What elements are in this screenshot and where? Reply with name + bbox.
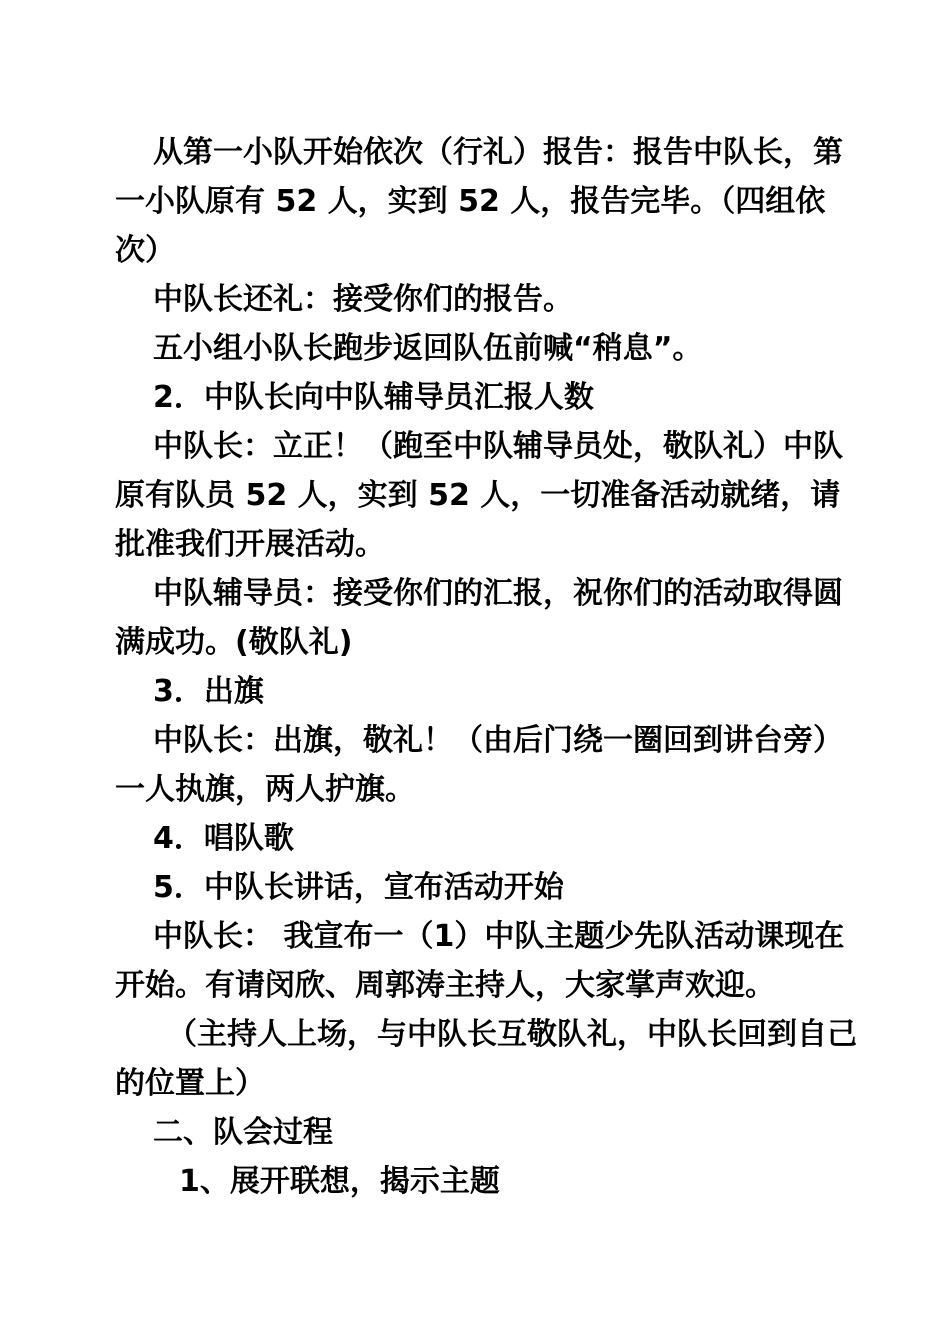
paragraph-return-salute: 中队长还礼：接受你们的报告。 — [153, 282, 573, 317]
paragraph-report-sequence: 从第一小队开始依次（行礼）报告：报告中队长，第一小队原有 52 人，实到 52 人，报告完毕。（四组依次） — [115, 135, 843, 268]
paragraph-host-entry: （主持人上场，与中队长互敬队礼，中队长回到自己的位置上） — [115, 1017, 857, 1101]
heading-section-two: 二、队会过程 — [153, 1115, 333, 1150]
paragraph-announcement: 中队长： 我宣布一（1）中队主题少先队活动课现在开始。有请闵欣、周郭涛主持人，大家掌声欢迎。 — [115, 919, 845, 1003]
heading-step-2: 2．中队长向中队辅导员汇报人数 — [153, 380, 594, 415]
document-body — [115, 128, 860, 1206]
paragraph-captain-report: 中队长：立正！（跑至中队辅导员处，敬队礼）中队原有队员 52 人，实到 52 人，一切准备活动就绪，请批准我们开展活动。 — [115, 429, 843, 562]
paragraph-at-ease: 五小组小队长跑步返回队伍前喊“稍息”。 — [153, 331, 703, 366]
paragraph-flag-entry: 中队长：出旗，敬礼！（由后门绕一圈回到讲台旁）一人执旗，两人护旗。 — [115, 723, 843, 807]
heading-step-4: 4．唱队歌 — [153, 821, 294, 856]
paragraph-counselor-reply: 中队辅导员：接受你们的汇报，祝你们的活动取得圆满成功。(敬队礼) — [115, 576, 843, 660]
heading-step-5: 5．中队长讲话，宣布活动开始 — [153, 870, 564, 905]
heading-subsection-one: 1、展开联想，揭示主题 — [179, 1164, 500, 1199]
heading-step-3: 3．出旗 — [153, 674, 264, 709]
